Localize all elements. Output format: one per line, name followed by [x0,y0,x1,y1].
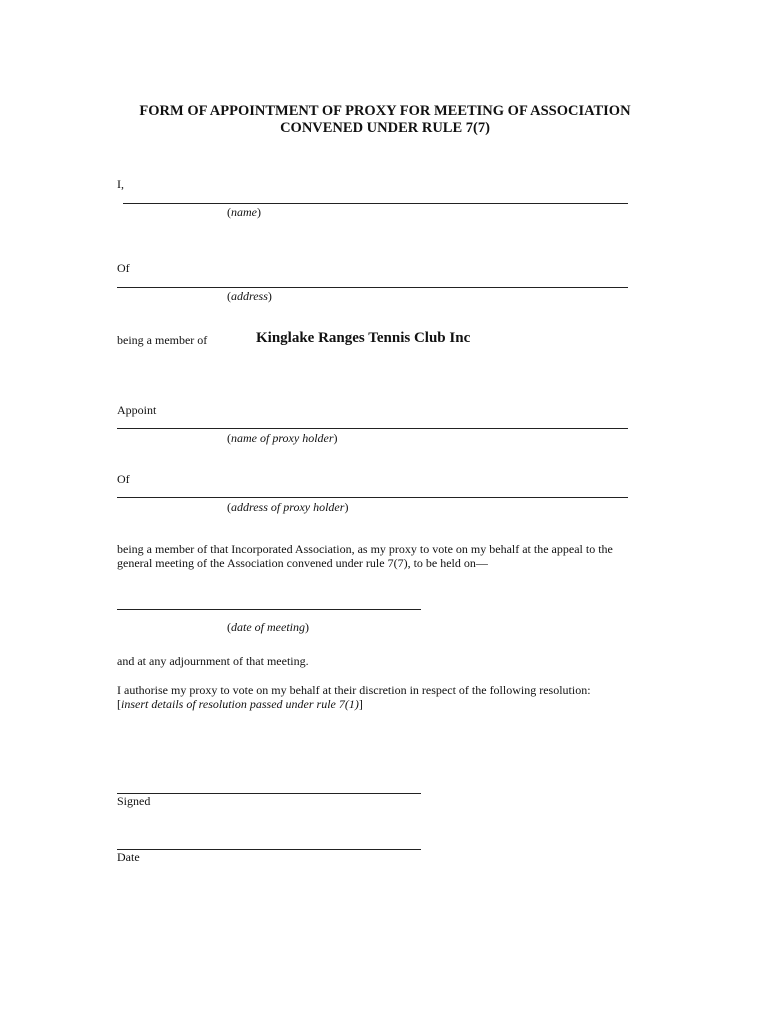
form-title-line-2: CONVENED UNDER RULE 7(7) [280,120,490,136]
proxy-statement-line-2: general meeting of the Association convened under rule 7(7), to be held on— [117,556,488,570]
member-address-line[interactable] [117,287,628,288]
date-label: Date [117,850,140,864]
form-title-line-1: FORM OF APPOINTMENT OF PROXY FOR MEETING OF ASSOCIATION [139,103,631,119]
authorisation-line-2: [insert details of resolution passed under rule 7(1)] [117,697,363,711]
date-line[interactable] [117,849,421,850]
member-name-caption: (name) [227,205,261,219]
proxy-statement [117,542,657,570]
membership-label: being a member of [117,333,208,347]
signature-line[interactable] [117,793,421,794]
signed-label: Signed [117,794,151,808]
proxy-address-label: Of [117,472,130,486]
authorisation-line-1: I authorise my proxy to vote on my behalf at their discretion in respect of the following resolution: [117,683,591,697]
proxy-address-line[interactable] [117,497,628,498]
proxy-name-line[interactable] [117,428,628,429]
authorisation-text [117,683,657,711]
club-name: Kinglake Ranges Tennis Club Inc [256,330,471,346]
member-name-line[interactable] [123,203,628,204]
member-address-label: Of [117,261,130,275]
proxy-name-caption: (name of proxy holder) [227,431,338,445]
proxy-statement-line-1: being a member of that Incorporated Association, as my proxy to vote on my behalf at the appeal to the [117,542,613,556]
member-label: I, [117,177,124,191]
member-address-caption: (address) [227,289,272,303]
proxy-address-caption: (address of proxy holder) [227,500,349,514]
meeting-date-caption: (date of meeting) [227,620,309,634]
proxy-label: Appoint [117,403,157,417]
meeting-date-line[interactable] [117,609,421,610]
adjournment-text: and at any adjournment of that meeting. [117,654,309,668]
